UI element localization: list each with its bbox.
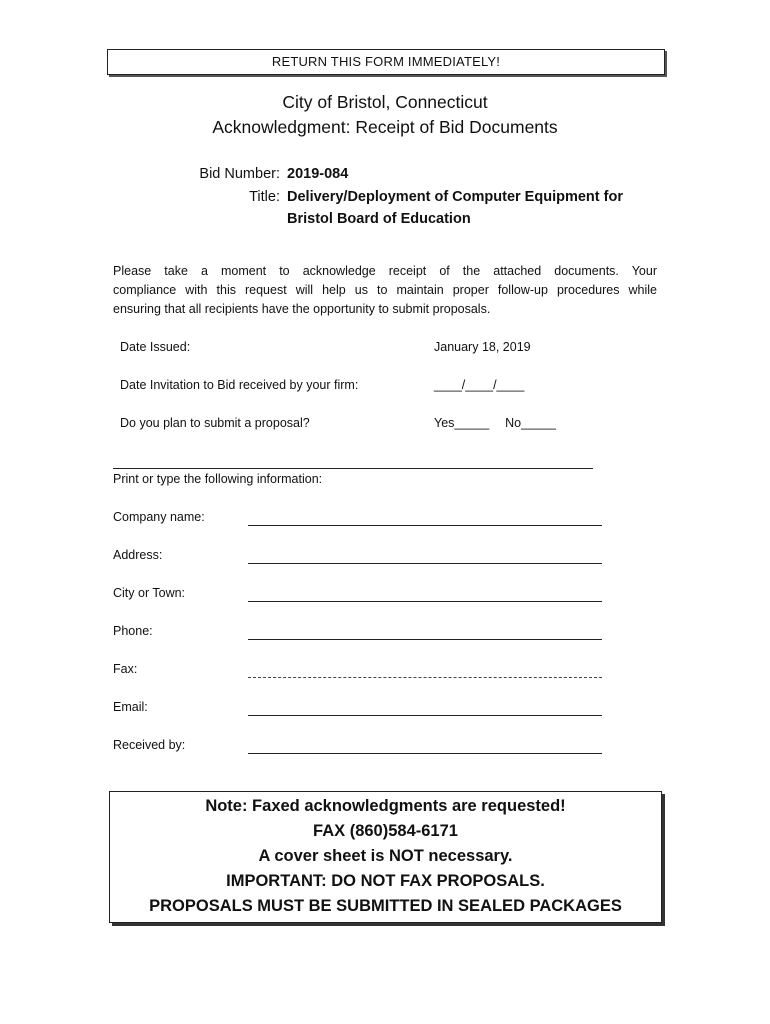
date-issued-label: Date Issued: xyxy=(120,340,191,354)
bid-title-label: Title: xyxy=(249,189,280,205)
note-line-4: IMPORTANT: DO NOT FAX PROPOSALS. xyxy=(226,872,545,890)
bid-title-line1: Delivery/Deployment of Computer Equipment for xyxy=(287,189,623,205)
fax-field[interactable] xyxy=(248,677,602,678)
address-label: Address: xyxy=(113,548,163,562)
city-heading: City of Bristol, Connecticut xyxy=(282,92,488,112)
address-field[interactable] xyxy=(248,563,602,564)
bid-number-label: Bid Number: xyxy=(199,166,280,182)
submit-proposal-options xyxy=(434,416,556,430)
yes-option-field[interactable]: Yes_____ xyxy=(434,416,490,430)
return-notice-text: RETURN THIS FORM IMMEDIATELY! xyxy=(271,54,501,69)
city-town-field[interactable] xyxy=(248,601,602,602)
intro-line-3: ensuring that all recipients have the opportunity to submit proposals. xyxy=(113,302,491,316)
bid-title-line2: Bristol Board of Education xyxy=(287,211,471,227)
city-town-label: City or Town: xyxy=(113,586,186,600)
intro-paragraph xyxy=(113,262,657,319)
bid-number-value: 2019-084 xyxy=(287,166,349,182)
submit-proposal-label: Do you plan to submit a proposal? xyxy=(120,416,310,430)
note-line-3: A cover sheet is NOT necessary. xyxy=(258,847,513,865)
section-divider xyxy=(113,468,593,469)
intro-line-2: compliance with this request will help us to maintain proper follow-up procedures while xyxy=(113,283,657,297)
received-date-field[interactable]: ____/____/____ xyxy=(434,378,525,392)
received-by-label: Received by: xyxy=(113,738,186,752)
company-name-label: Company name: xyxy=(113,510,205,524)
note-line-2: FAX (860)584-6171 xyxy=(313,822,458,840)
phone-label: Phone: xyxy=(113,624,153,638)
document-title: Acknowledgment: Receipt of Bid Documents xyxy=(212,117,558,137)
company-name-field[interactable] xyxy=(248,525,602,526)
phone-field[interactable] xyxy=(248,639,602,640)
intro-line-1: Please take a moment to acknowledge receipt of the attached documents. Your xyxy=(113,264,657,278)
no-option-field[interactable]: No_____ xyxy=(505,416,556,430)
date-issued-value: January 18, 2019 xyxy=(434,340,531,354)
note-line-5: PROPOSALS MUST BE SUBMITTED IN SEALED PACKAGES xyxy=(149,897,622,915)
print-instructions: Print or type the following information: xyxy=(113,472,323,486)
received-date-label: Date Invitation to Bid received by your firm: xyxy=(120,378,359,392)
email-label: Email: xyxy=(113,700,148,714)
fax-note-box xyxy=(109,791,662,923)
email-field[interactable] xyxy=(248,715,602,716)
fax-label: Fax: xyxy=(113,662,138,676)
received-by-field[interactable] xyxy=(248,753,602,754)
return-notice-box xyxy=(107,49,665,75)
note-line-1: Note: Faxed acknowledgments are requested! xyxy=(205,797,566,815)
